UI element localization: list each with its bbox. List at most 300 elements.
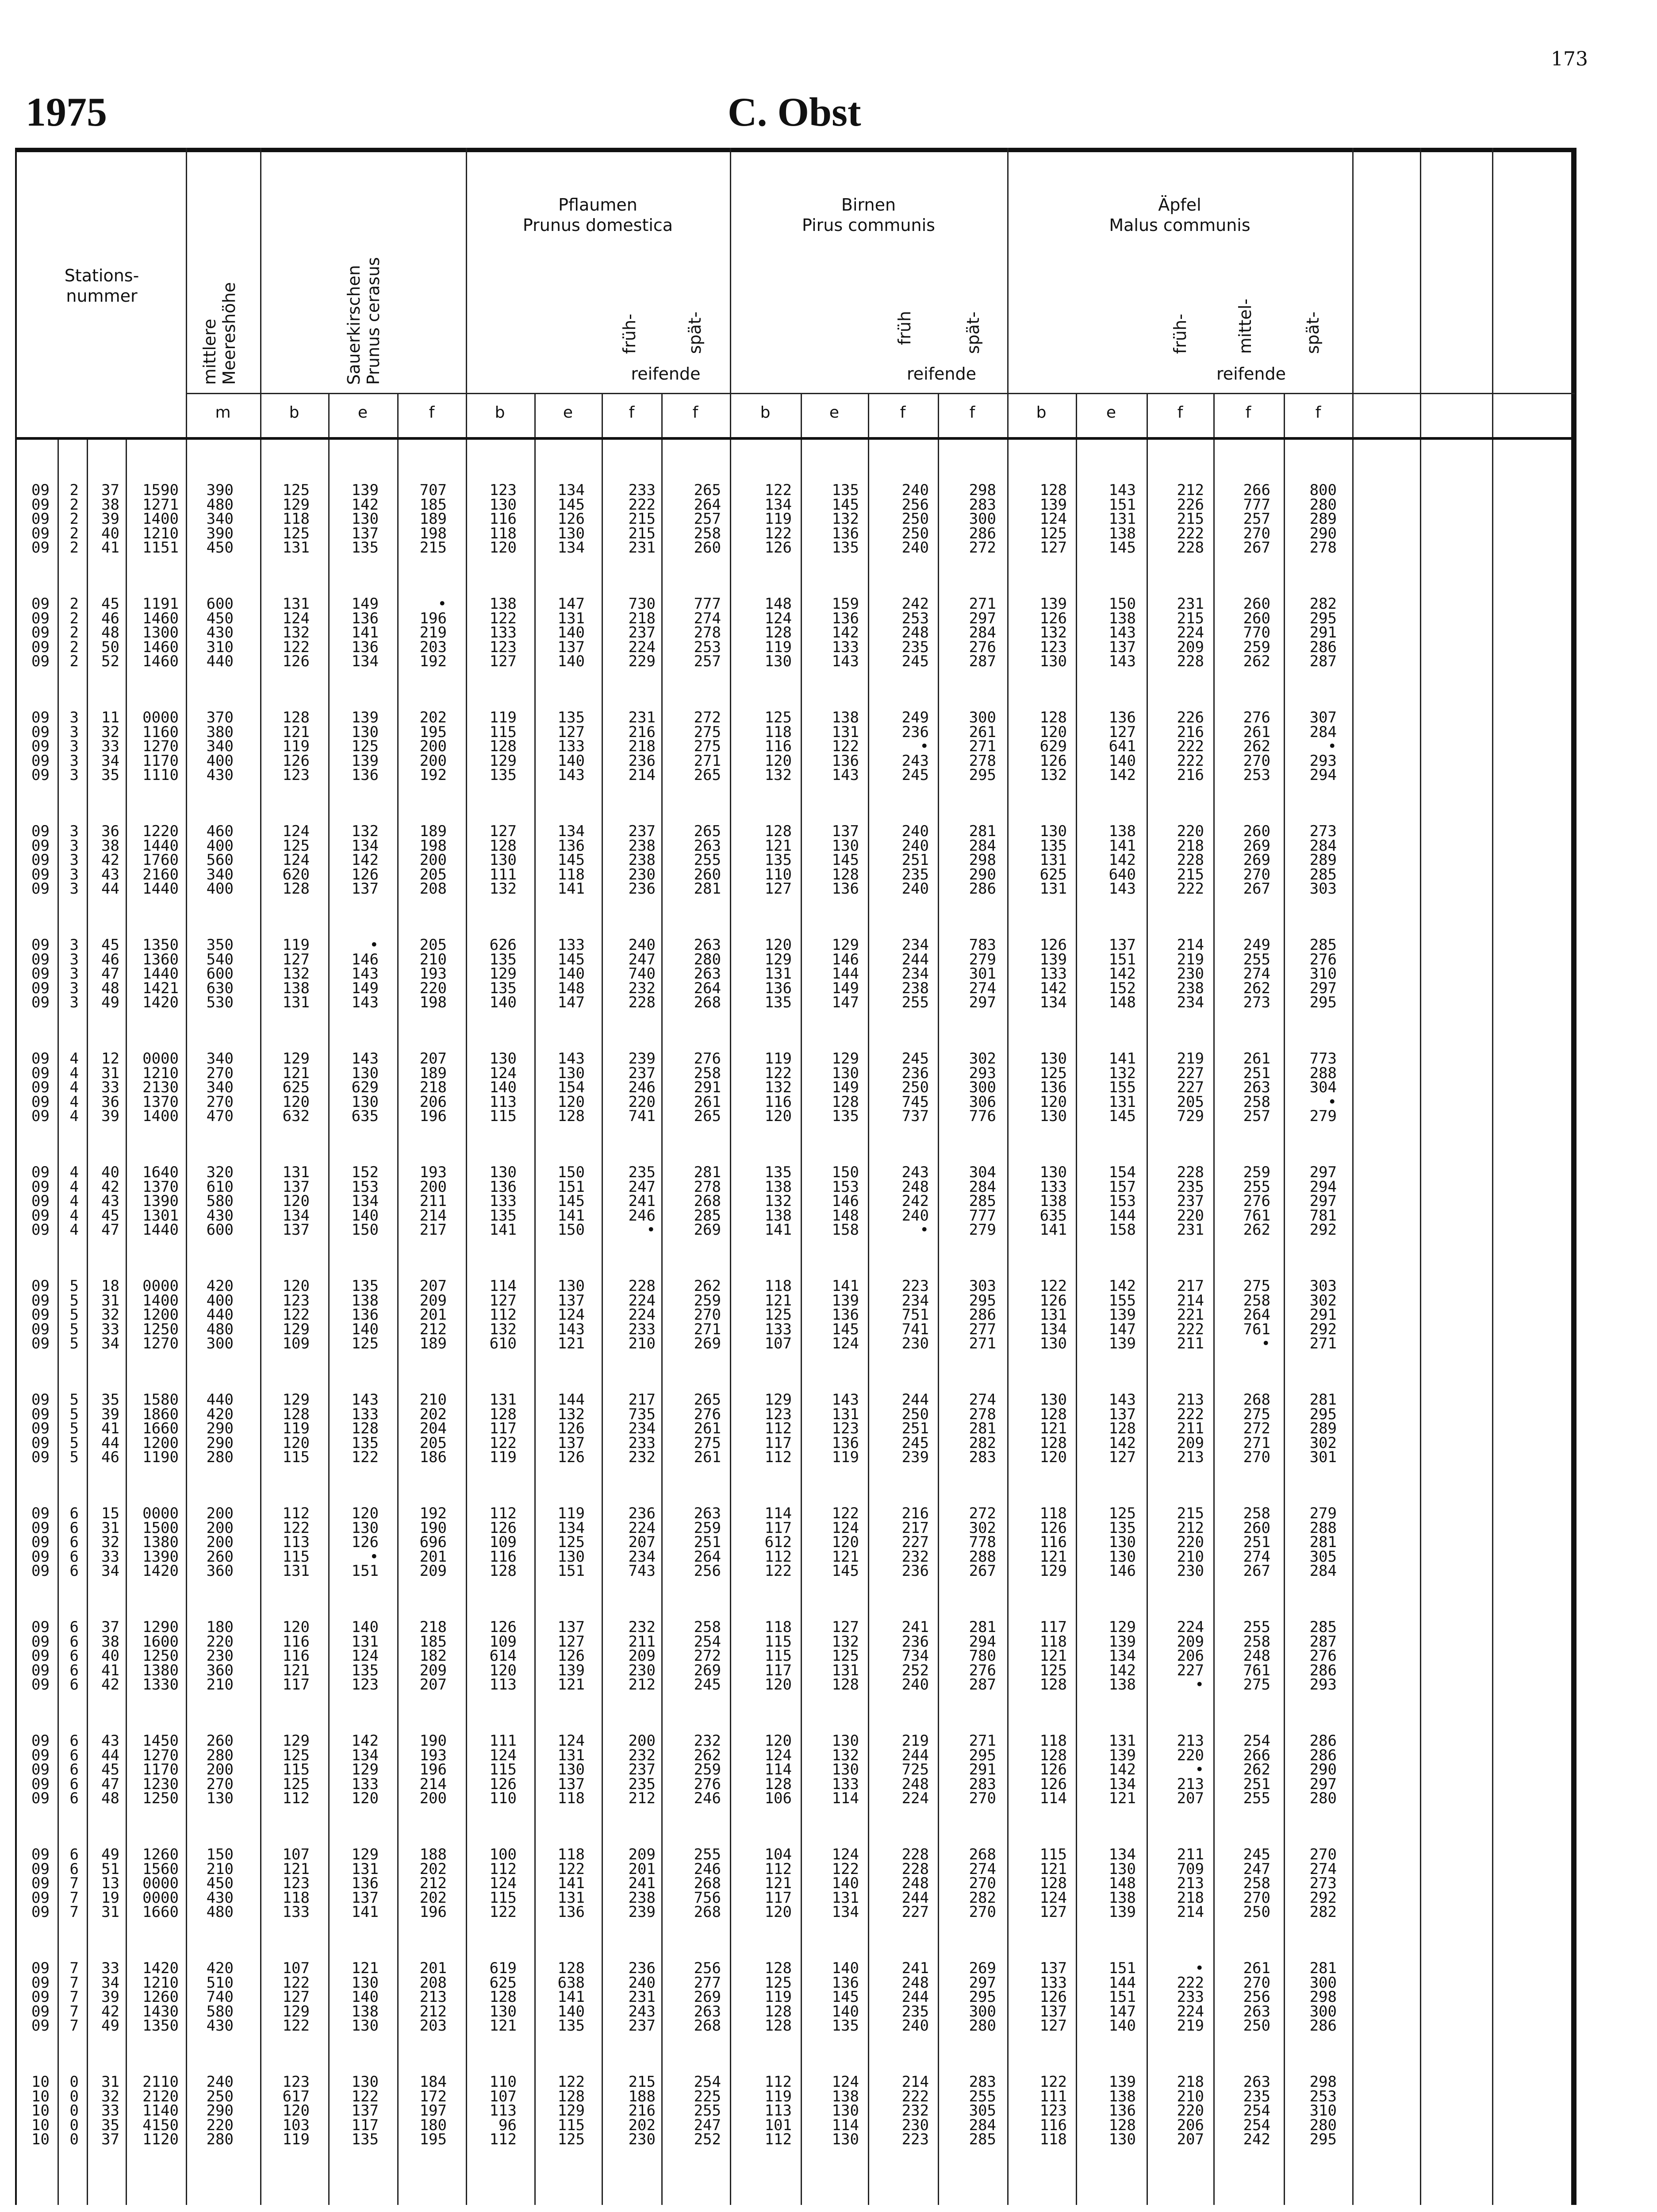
table-cell: 182 <box>419 1647 447 1665</box>
table-cell: 09 <box>31 1093 50 1111</box>
table-cell: 128 <box>489 1988 517 2006</box>
table-cell: 140 <box>351 1320 379 1338</box>
table-cell: 236 <box>628 1959 656 1977</box>
table-cell: 238 <box>628 851 656 869</box>
table-cell: 0000 <box>142 1277 179 1295</box>
table-cell: 135 <box>489 1206 517 1225</box>
table-cell: 224 <box>1177 1618 1204 1636</box>
table-cell: 630 <box>206 979 234 997</box>
table-cell: 09 <box>31 1405 50 1423</box>
table-cell: 430 <box>206 1206 234 1225</box>
table-cell: 270 <box>206 1093 234 1111</box>
table-cell: 1270 <box>142 737 179 756</box>
table-cell: 1440 <box>142 1221 179 1239</box>
table-cell: 196 <box>419 1107 447 1125</box>
table-cell: 255 <box>969 2087 996 2105</box>
table-cell: 09 <box>31 851 50 869</box>
table-cell: 137 <box>351 1889 379 1907</box>
table-cell: 274 <box>694 609 721 627</box>
table-cell: 1360 <box>142 950 179 968</box>
table-cell: 139 <box>557 1661 585 1679</box>
table-cell: 222 <box>1177 1405 1204 1423</box>
table-cell: 235 <box>1243 2087 1270 2105</box>
table-cell: 09 <box>31 481 50 499</box>
table-cell: 138 <box>832 2087 859 2105</box>
table-cell: 37 <box>101 1618 119 1636</box>
table-cell: 09 <box>31 1320 50 1338</box>
table-cell: 09 <box>31 2002 50 2020</box>
table-cell: 284 <box>1309 837 1337 855</box>
table-cell: 302 <box>969 1519 996 1537</box>
table-cell: 121 <box>282 723 310 741</box>
table-cell: 39 <box>101 1107 119 1125</box>
table-cell: 232 <box>901 1548 929 1566</box>
table-cell: 124 <box>832 1846 859 1863</box>
table-cell: 248 <box>901 624 929 642</box>
table-cell: 107 <box>489 2087 517 2105</box>
table-cell: 122 <box>557 1860 585 1878</box>
table-cell: 138 <box>282 979 310 997</box>
table-cell: 264 <box>694 979 721 997</box>
table-cell: 130 <box>351 2017 379 2035</box>
table-cell: 450 <box>206 539 234 557</box>
table-cell: 280 <box>206 2131 234 2149</box>
table-cell: 2 <box>69 481 79 499</box>
table-cell: 729 <box>1177 1107 1204 1125</box>
table-cell: 131 <box>282 539 310 557</box>
table-cell: 144 <box>832 965 859 983</box>
table-cell: 297 <box>969 1974 996 1992</box>
table-cell: 240 <box>901 1676 929 1694</box>
table-cell: 215 <box>628 510 656 528</box>
table-cell: 251 <box>1243 1533 1270 1551</box>
unit-label: b <box>1036 403 1047 422</box>
table-cell: 42 <box>101 2002 119 2020</box>
table-cell: • <box>369 936 379 954</box>
table-cell: 292 <box>1309 1221 1337 1239</box>
table-cell: 139 <box>351 752 379 770</box>
table-cell: 39 <box>101 510 119 528</box>
table-cell: 141 <box>1109 837 1136 855</box>
table-cell: 213 <box>1177 1732 1204 1750</box>
table-cell: 6 <box>69 1505 79 1522</box>
table-cell: 130 <box>351 1064 379 1082</box>
table-cell: 120 <box>557 1093 585 1111</box>
table-cell: 119 <box>282 2131 310 2149</box>
table-cell: 134 <box>351 653 379 671</box>
table-cell: 286 <box>1309 1732 1337 1750</box>
unit-label: e <box>829 403 840 422</box>
table-cell: 240 <box>901 2017 929 2035</box>
table-cell: 31 <box>101 1291 119 1310</box>
table-cell: 150 <box>1109 595 1136 613</box>
table-cell: 09 <box>31 1761 50 1779</box>
table-cell: 209 <box>419 1661 447 1679</box>
table-cell: 271 <box>694 752 721 770</box>
table-cell: 218 <box>419 1618 447 1636</box>
table-cell: 232 <box>628 979 656 997</box>
table-cell: 263 <box>1243 1079 1270 1097</box>
table-cell: 145 <box>557 495 585 514</box>
table-cell: 189 <box>419 822 447 840</box>
table-cell: 269 <box>1243 851 1270 869</box>
table-cell: 232 <box>901 2102 929 2120</box>
table-cell: 137 <box>282 1178 310 1196</box>
table-cell: 131 <box>1039 880 1067 898</box>
table-cell: 125 <box>282 1775 310 1793</box>
table-cell: 280 <box>969 2017 996 2035</box>
table-cell: 190 <box>419 1732 447 1750</box>
table-cell: 252 <box>694 2131 721 2149</box>
table-cell: 134 <box>1109 1647 1136 1665</box>
table-cell: 220 <box>1177 2102 1204 2120</box>
table-cell: 145 <box>832 1988 859 2006</box>
table-cell: 141 <box>557 1206 585 1225</box>
table-cell: 275 <box>694 737 721 756</box>
table-cell: 42 <box>101 1676 119 1694</box>
table-cell: • <box>1195 1761 1204 1779</box>
table-cell: 5 <box>69 1291 79 1310</box>
table-cell: 135 <box>832 1107 859 1125</box>
table-cell: 122 <box>764 1064 792 1082</box>
table-cell: 124 <box>351 1647 379 1665</box>
table-cell: 248 <box>1243 1647 1270 1665</box>
unit-row-top-rule <box>186 393 1575 394</box>
table-cell: 38 <box>101 837 119 855</box>
table-cell: 202 <box>419 1405 447 1423</box>
table-cell: 120 <box>489 539 517 557</box>
table-cell: 115 <box>489 1889 517 1907</box>
table-cell: 236 <box>628 752 656 770</box>
table-cell: 126 <box>1039 752 1067 770</box>
table-cell: 255 <box>1243 950 1270 968</box>
table-cell: 6 <box>69 1519 79 1537</box>
table-cell: 1271 <box>142 495 179 514</box>
table-cell: 136 <box>351 1874 379 1893</box>
table-cell: 286 <box>1309 1746 1337 1764</box>
table-cell: 122 <box>282 1306 310 1324</box>
table-cell: 215 <box>1177 865 1204 883</box>
table-cell: 147 <box>832 994 859 1012</box>
table-cell: 6 <box>69 1548 79 1566</box>
table-cell: 258 <box>1243 1874 1270 1893</box>
table-cell: 274 <box>969 1391 996 1409</box>
table-cell: 128 <box>489 837 517 855</box>
table-cell: 36 <box>101 1093 119 1111</box>
table-cell: 09 <box>31 1079 50 1097</box>
table-cell: 751 <box>901 1306 929 1324</box>
table-cell: 239 <box>628 1903 656 1921</box>
table-cell: 247 <box>628 950 656 968</box>
table-cell: 09 <box>31 1903 50 1921</box>
table-cell: 122 <box>764 481 792 499</box>
table-cell: 4 <box>69 1050 79 1068</box>
table-cell: 212 <box>1177 481 1204 499</box>
table-cell: 1400 <box>142 1107 179 1125</box>
table-cell: 274 <box>1243 965 1270 983</box>
table-cell: 200 <box>419 752 447 770</box>
section-title: C. Obst <box>728 89 861 134</box>
table-cell: 33 <box>101 1959 119 1977</box>
table-cell: 131 <box>282 1562 310 1580</box>
table-cell: 214 <box>628 766 656 784</box>
table-cell: 45 <box>101 595 119 613</box>
table-cell: 136 <box>557 1903 585 1921</box>
table-cell: 137 <box>351 2102 379 2120</box>
table-cell: 1300 <box>142 624 179 642</box>
table-cell: 276 <box>694 1050 721 1068</box>
table-cell: 38 <box>101 495 119 514</box>
table-cell: 6 <box>69 1533 79 1551</box>
table-cell: 134 <box>557 1519 585 1537</box>
table-cell: 250 <box>1243 2017 1270 2035</box>
table-cell: 294 <box>1309 766 1337 784</box>
table-cell: 135 <box>351 2131 379 2149</box>
table-cell: 111 <box>489 865 517 883</box>
table-cell: 271 <box>969 595 996 613</box>
table-cell: 440 <box>206 1306 234 1324</box>
table-cell: 278 <box>694 1178 721 1196</box>
table-cell: 127 <box>489 1291 517 1310</box>
table-cell: 756 <box>694 1889 721 1907</box>
table-cell: 1301 <box>142 1206 179 1225</box>
table-cell: 140 <box>832 1959 859 1977</box>
table-cell: 210 <box>419 950 447 968</box>
table-cell: 5 <box>69 1320 79 1338</box>
table-cell: 112 <box>282 1505 310 1522</box>
table-cell: 275 <box>1243 1676 1270 1694</box>
table-cell: 143 <box>557 1320 585 1338</box>
table-cell: 131 <box>351 1860 379 1878</box>
table-cell: 137 <box>557 638 585 656</box>
table-cell: 263 <box>694 965 721 983</box>
table-cell: • <box>1327 1093 1337 1111</box>
table-cell: 224 <box>901 1790 929 1808</box>
table-cell: 141 <box>351 624 379 642</box>
table-cell: 130 <box>351 1519 379 1537</box>
table-cell: 140 <box>351 1206 379 1225</box>
table-cell: 201 <box>419 1548 447 1566</box>
table-cell: 302 <box>969 1050 996 1068</box>
table-cell: 264 <box>694 495 721 514</box>
table-cell: 235 <box>628 1775 656 1793</box>
table-cell: 110 <box>489 2073 517 2091</box>
table-cell: 130 <box>351 1974 379 1992</box>
table-cell: 0000 <box>142 709 179 726</box>
table-cell: 120 <box>764 936 792 954</box>
table-cell: 1660 <box>142 1903 179 1921</box>
table-cell: 220 <box>628 1093 656 1111</box>
table-cell: 130 <box>832 837 859 855</box>
table-cell: 430 <box>206 624 234 642</box>
table-cell: 284 <box>969 837 996 855</box>
table-cell: 237 <box>1177 1192 1204 1210</box>
unit-label: f <box>969 403 975 422</box>
table-cell: 134 <box>557 481 585 499</box>
table-cell: 139 <box>1039 950 1067 968</box>
table-cell: 258 <box>1243 1632 1270 1651</box>
table-cell: 300 <box>206 1335 234 1353</box>
table-cell: 200 <box>419 851 447 869</box>
table-cell: 230 <box>901 1335 929 1353</box>
table-cell: 130 <box>832 1732 859 1750</box>
table-cell: 143 <box>832 653 859 671</box>
table-cell: 120 <box>489 1661 517 1679</box>
table-cell: 2 <box>69 510 79 528</box>
table-cell: 2110 <box>142 2073 179 2091</box>
table-cell: 118 <box>282 510 310 528</box>
table-cell: 126 <box>489 1775 517 1793</box>
table-cell: 310 <box>206 638 234 656</box>
table-cell: 141 <box>557 1988 585 2006</box>
table-cell: 143 <box>1109 624 1136 642</box>
table-cell: 123 <box>351 1676 379 1694</box>
table-cell: 139 <box>1109 1335 1136 1353</box>
table-cell: 743 <box>628 1562 656 1580</box>
table-cell: 141 <box>1109 1050 1136 1068</box>
table-cell: 100 <box>489 1846 517 1863</box>
table-cell: 123 <box>282 1291 310 1310</box>
table-cell: 248 <box>901 1178 929 1196</box>
table-cell: 3 <box>69 880 79 898</box>
table-cell: 202 <box>419 709 447 726</box>
table-cell: 122 <box>282 2017 310 2035</box>
table-cell: 1250 <box>142 1790 179 1808</box>
table-cell: 6 <box>69 1846 79 1863</box>
table-cell: 271 <box>969 1732 996 1750</box>
table-cell: 121 <box>1039 1548 1067 1566</box>
table-cell: 138 <box>764 1178 792 1196</box>
table-cell: 136 <box>351 766 379 784</box>
table-cell: 128 <box>1039 709 1067 726</box>
table-cell: 269 <box>694 1661 721 1679</box>
table-cell: 150 <box>832 1164 859 1181</box>
table-cell: 297 <box>1309 1192 1337 1210</box>
table-cell: 141 <box>832 1277 859 1295</box>
table-cell: 112 <box>764 1860 792 1878</box>
table-cell: 1220 <box>142 822 179 840</box>
table-cell: 220 <box>419 979 447 997</box>
table-cell: 136 <box>557 837 585 855</box>
table-cell: 241 <box>901 1618 929 1636</box>
table-cell: 200 <box>206 1533 234 1551</box>
table-cell: 223 <box>901 1277 929 1295</box>
table-cell: 09 <box>31 524 50 542</box>
table-cell: 640 <box>1109 865 1136 883</box>
table-cell: 320 <box>206 1164 234 1181</box>
table-cell: 09 <box>31 1676 50 1694</box>
table-cell: 740 <box>628 965 656 983</box>
table-cell: 218 <box>419 1079 447 1097</box>
table-cell: 131 <box>351 1632 379 1651</box>
table-cell: 130 <box>1039 653 1067 671</box>
table-cell: 18 <box>101 1277 119 1295</box>
table-cell: 133 <box>557 737 585 756</box>
table-cell: 4 <box>69 1164 79 1181</box>
table-cell: 3 <box>69 752 79 770</box>
table-cell: 305 <box>969 2102 996 2120</box>
table-cell: 286 <box>969 880 996 898</box>
table-cell: 737 <box>901 1107 929 1125</box>
table-cell: 40 <box>101 1647 119 1665</box>
table-cell: 430 <box>206 766 234 784</box>
table-cell: 292 <box>1309 1889 1337 1907</box>
table-cell: 213 <box>1177 1775 1204 1793</box>
table-cell: 245 <box>694 1676 721 1694</box>
table-cell: 124 <box>832 1335 859 1353</box>
table-cell: 256 <box>694 1562 721 1580</box>
table-cell: 125 <box>764 1306 792 1324</box>
table-cell: 207 <box>419 1050 447 1068</box>
unit-label: f <box>1177 403 1183 422</box>
table-cell: 1640 <box>142 1164 179 1181</box>
table-cell: 209 <box>1177 638 1204 656</box>
table-cell: 610 <box>489 1335 517 1353</box>
table-cell: 128 <box>764 2002 792 2020</box>
table-cell: 231 <box>1177 1221 1204 1239</box>
table-cell: 120 <box>1039 723 1067 741</box>
table-cell: 109 <box>489 1632 517 1651</box>
table-cell: 219 <box>901 1732 929 1750</box>
table-cell: 35 <box>101 766 119 784</box>
table-cell: 192 <box>419 766 447 784</box>
table-cell: 262 <box>1243 653 1270 671</box>
table-cell: 120 <box>764 1732 792 1750</box>
table-cell: 148 <box>1109 994 1136 1012</box>
table-cell: 285 <box>1309 1618 1337 1636</box>
table-cell: 540 <box>206 950 234 968</box>
table-cell: 122 <box>282 1519 310 1537</box>
table-cell: 255 <box>1243 1790 1270 1808</box>
table-cell: 277 <box>969 1320 996 1338</box>
table-cell: 230 <box>628 1661 656 1679</box>
table-cell: 146 <box>832 950 859 968</box>
table-cell: 44 <box>101 1746 119 1764</box>
table-cell: 303 <box>1309 1277 1337 1295</box>
table-cell: 150 <box>351 1221 379 1239</box>
table-cell: 115 <box>282 1761 310 1779</box>
table-cell: 270 <box>969 1874 996 1893</box>
table-cell: 641 <box>1109 737 1136 756</box>
table-cell: 131 <box>557 1889 585 1907</box>
table-cell: 120 <box>282 1618 310 1636</box>
table-cell: 142 <box>1109 851 1136 869</box>
table-cell: 242 <box>901 595 929 613</box>
table-cell: 31 <box>101 1519 119 1537</box>
table-cell: 224 <box>628 1291 656 1310</box>
table-cell: 143 <box>1109 481 1136 499</box>
table-cell: 10 <box>31 2131 50 2149</box>
table-cell: 09 <box>31 638 50 656</box>
table-cell: 147 <box>1109 2002 1136 2020</box>
table-cell: 1380 <box>142 1533 179 1551</box>
table-cell: 142 <box>832 624 859 642</box>
table-cell: 09 <box>31 1988 50 2006</box>
table-cell: 259 <box>694 1291 721 1310</box>
table-cell: 125 <box>282 1746 310 1764</box>
table-cell: 131 <box>557 1746 585 1764</box>
table-cell: 130 <box>764 653 792 671</box>
table-cell: 285 <box>1309 936 1337 954</box>
table-cell: 251 <box>901 851 929 869</box>
table-cell: 778 <box>969 1533 996 1551</box>
table-cell: 138 <box>1109 2087 1136 2105</box>
table-cell: 480 <box>206 1320 234 1338</box>
table-cell: 151 <box>351 1562 379 1580</box>
table-cell: 271 <box>969 1335 996 1353</box>
table-cell: 207 <box>419 1277 447 1295</box>
table-cell: 137 <box>1109 936 1136 954</box>
